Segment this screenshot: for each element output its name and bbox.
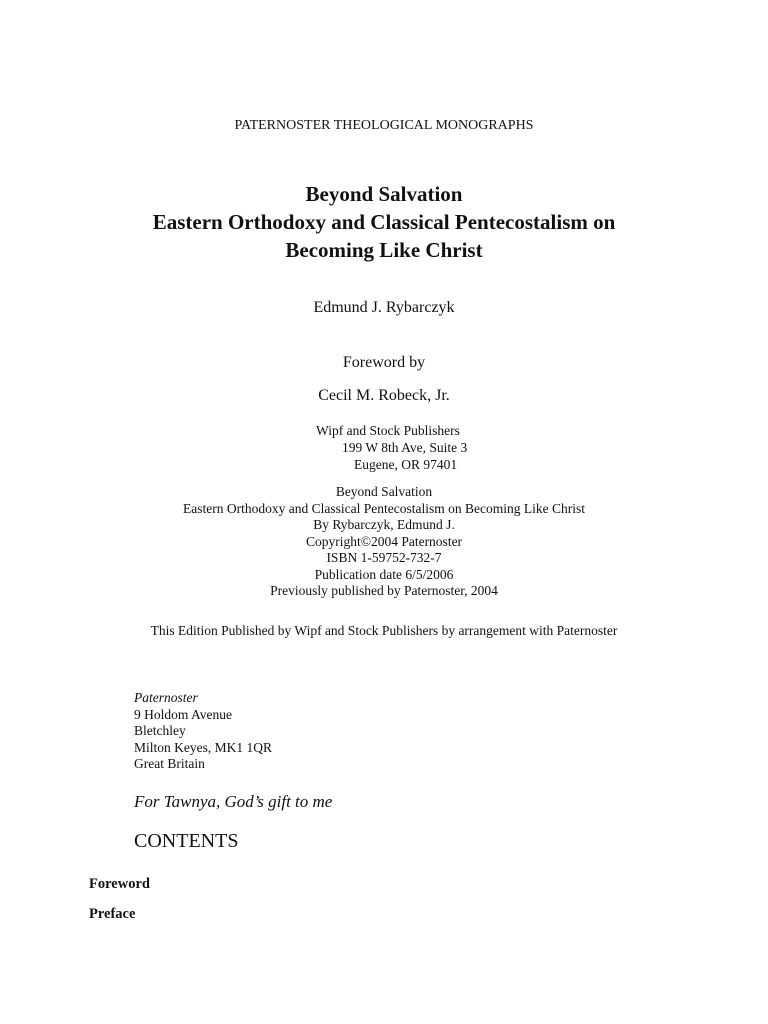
publisher-address-2: Eugene, OR 97401 xyxy=(354,457,458,472)
contents-item-preface: Preface xyxy=(89,906,136,922)
original-publisher-line: Great Britain xyxy=(134,756,205,771)
original-publisher-line: Bletchley xyxy=(134,723,186,738)
colophon-line: Copyright©2004 Paternoster xyxy=(305,534,463,549)
title-line-1: Beyond Salvation xyxy=(305,182,463,206)
original-publisher-name: Paternoster xyxy=(134,690,198,705)
series-title: PATERNOSTER THEOLOGICAL MONOGRAPHS xyxy=(234,118,534,133)
dedication: For Tawnya, God’s gift to me xyxy=(134,792,333,811)
edition-note: This Edition Published by Wipf and Stock Publishers by arrangement with Paternoster xyxy=(150,623,618,638)
original-publisher-line: 9 Holdom Avenue xyxy=(134,707,232,722)
original-publisher-line: Milton Keyes, MK1 1QR xyxy=(134,740,272,755)
publisher-address-1: 199 W 8th Ave, Suite 3 xyxy=(342,440,468,455)
colophon-line: Beyond Salvation xyxy=(335,484,433,499)
title-line-3: Becoming Like Christ xyxy=(285,238,483,262)
colophon-line: Publication date 6/5/2006 xyxy=(314,567,454,582)
author: Edmund J. Rybarczyk xyxy=(313,299,455,316)
colophon-line: By Rybarczyk, Edmund J. xyxy=(313,517,455,532)
publisher-name: Wipf and Stock Publishers xyxy=(316,423,460,438)
contents-item-foreword: Foreword xyxy=(89,876,150,892)
colophon-line: ISBN 1-59752-732-7 xyxy=(326,550,442,565)
foreword-author: Cecil M. Robeck, Jr. xyxy=(318,387,450,404)
title-line-2: Eastern Orthodoxy and Classical Pentecostalism on xyxy=(152,210,616,234)
foreword-label: Foreword by xyxy=(342,354,426,371)
colophon-line: Eastern Orthodoxy and Classical Pentecostalism on Becoming Like Christ xyxy=(183,501,585,516)
colophon-line: Previously published by Paternoster, 2004 xyxy=(270,583,498,598)
contents-heading: CONTENTS xyxy=(134,830,239,852)
